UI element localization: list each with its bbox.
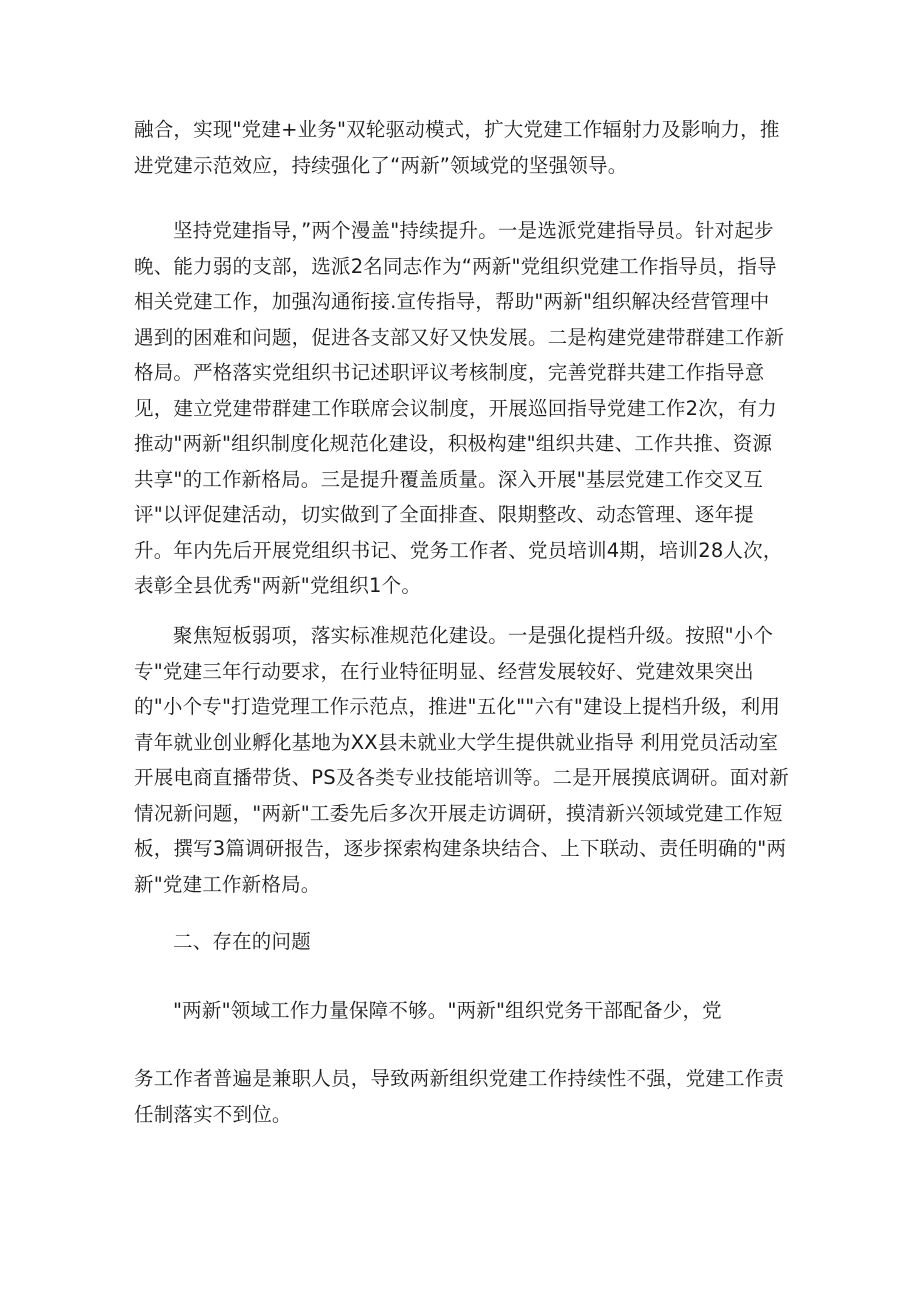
section-heading: 二、存在的问题 bbox=[173, 930, 311, 953]
paragraph-problem-continued: 务工作者普遍是兼职人员，导致两新组织党建工作持续性不强，党建工作责任制落实不到位。 bbox=[134, 1067, 785, 1126]
paragraph-continuation: 融合，实现"党建+业务"双轮驱动模式，扩大党建工作辐射力及影响力，推进党建示范效应，持续强化了“两新”领域党的坚强领导。 bbox=[134, 118, 780, 177]
paragraph-standardization: 聚焦短板弱项，落实标准规范化建设。一是强化提档升级。按照"小个专"党建三年行动要求，在行业特征明显、经营发展较好、党建效果突出的"小个专"打造党理工作示范点，推进"五化""六有"建设上提档升级，利用青年就业创业孵化基地为XX县未就业大学生提供就业指导 利用党员活动室开展电商直播带货、PS及各类专业技能培训等。二是开展摸底调研。面对新情况新问题，"两新"工委先后多次开展走访调研，摸清新兴领域党建工作短板，撰写3篇调研报告，逐步探索构建条块结合、上下联动、责任明确的"两新"党建工作新格局。 bbox=[134, 624, 789, 896]
paragraph-problem-intro: "两新"领域工作力量保障不够。"两新"组织党务干部配备少，党 bbox=[173, 999, 722, 1022]
paragraph-party-guidance: 坚持党建指导，”两个漫盖"持续提升。一是选派党建指导员。针对起步晚、能力弱的支部，选派2名同志作为“两新"党组织党建工作指导员，指导相关党建工作，加强沟通衔接.宣传指导，帮助"两新"组织解决经营管理中遇到的困难和问题，促进各支部又好又快发展。二是构建党建带群建工作新格局。严格落实党组织书记述职评议考核制度，完善党群共建工作指导意见，建立党建带群建工作联席会议制度，开展巡回指导党建工作2次，有力推动"两新"组织制度化规范化建设，积极构建"组织共建、工作共推、资源共享"的工作新格局。三是提升覆盖质量。深入开展"基层党建工作交叉互评"以评促建活动，切实做到了全面排查、限期整改、动态管理、逐年提升。年内先后开展党组织书记、党务工作者、党员培训4期，培训28人次，表彰全县优秀"两新"党组织1个。 bbox=[134, 219, 785, 597]
